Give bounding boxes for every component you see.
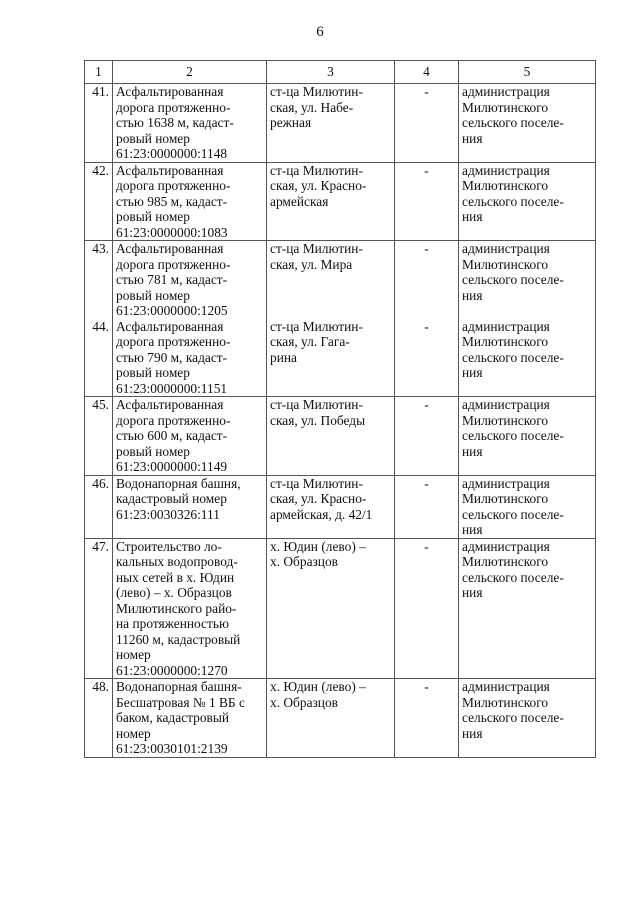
object-description-line: дорога протяженно- (116, 99, 231, 115)
rights-holder-line: администрация (462, 241, 550, 256)
object-description-line: дорога протяженно- (116, 334, 231, 349)
object-address-line: ская, ул. Красно- (270, 178, 367, 193)
object-description-line: ровый номер (116, 287, 190, 303)
object-address-line: ст-ца Милютин- (270, 241, 363, 256)
object-description-line: дорога протяженно- (116, 256, 231, 272)
rights-holder (459, 319, 596, 397)
object-description-line: номер (116, 725, 151, 741)
column-4-value: - (395, 679, 459, 758)
object-description (113, 319, 267, 397)
object-description-line: (лево) – х. Образцов (116, 585, 232, 600)
object-address (267, 679, 395, 758)
column-4-value: - (395, 162, 459, 241)
object-address (267, 241, 395, 319)
column-4-value: - (395, 241, 459, 319)
rights-holder-line: сельского поселе- (462, 272, 564, 287)
rights-holder-line: администрация (462, 318, 550, 334)
object-address-line: ская, ул. Мира (270, 256, 353, 272)
row-number: 42. (85, 162, 113, 241)
row-number: 45. (85, 397, 113, 476)
object-description (113, 84, 267, 163)
table-row (85, 475, 596, 538)
object-description (113, 475, 267, 538)
row-number: 41. (85, 84, 113, 163)
column-4-value: - (395, 397, 459, 476)
object-description-line: Асфальтированная (116, 318, 224, 334)
object-address-line: ская, ул. Гага- (270, 334, 350, 349)
rights-holder-line: сельского поселе- (462, 428, 564, 443)
object-description-line: Асфальтированная (116, 397, 224, 412)
object-address-line: ская, ул. Победы (270, 412, 366, 428)
object-description (113, 241, 267, 319)
rights-holder-line: ния (462, 365, 483, 380)
page-number: 6 (316, 24, 324, 40)
row-number: 47. (85, 538, 113, 679)
object-address-line: рина (270, 349, 297, 365)
rights-holder-line: ния (462, 130, 483, 146)
object-description-line: кадастровый номер (116, 491, 227, 506)
rights-holder (459, 84, 596, 163)
object-description-line: ровый номер (116, 130, 190, 146)
object-description-line: дорога протяженно- (116, 178, 231, 193)
rights-holder-line: Милютинского (462, 412, 549, 428)
object-description-line: стью 781 м, кадаст- (116, 272, 228, 287)
table-header-row (85, 61, 596, 84)
object-address-line: х. Юдин (лево) – (270, 679, 366, 694)
rights-holder (459, 538, 596, 679)
row-number: 44. (85, 319, 113, 397)
object-description-line: дорога протяженно- (116, 412, 231, 428)
object-address (267, 319, 395, 397)
rights-holder-line: администрация (462, 84, 550, 99)
object-description-line: кальных водопровод- (116, 554, 238, 569)
rights-holder-line: администрация (462, 679, 550, 694)
rights-holder-line: ния (462, 443, 483, 459)
object-description-line: ных сетей в х. Юдин (116, 569, 235, 585)
object-description-line: Водонапорная башня- (116, 679, 242, 694)
object-description-line: Асфальтированная (116, 162, 224, 178)
column-4-value: - (395, 319, 459, 397)
rights-holder-line: Милютинского (462, 491, 549, 506)
row-number: 46. (85, 475, 113, 538)
object-description-line: ровый номер (116, 443, 190, 459)
object-address-line: ская, ул. Набе- (270, 99, 354, 115)
object-description-line: Асфальтированная (116, 84, 224, 99)
rights-holder (459, 679, 596, 758)
rights-holder-line: администрация (462, 162, 550, 178)
object-description-line: номер (116, 647, 151, 662)
table-row (85, 679, 596, 758)
rights-holder-line: сельского поселе- (462, 115, 564, 130)
rights-holder (459, 241, 596, 319)
column-4-value: - (395, 538, 459, 679)
rights-holder-line: ния (462, 585, 483, 600)
column-header-1: 1 (85, 61, 113, 84)
rights-holder-line: ния (462, 522, 483, 537)
rights-holder-line: ния (462, 209, 483, 224)
rights-holder-line: Милютинского (462, 99, 549, 115)
table-row (85, 538, 596, 679)
rights-holder (459, 162, 596, 241)
rights-holder-line: ния (462, 725, 483, 741)
object-address-line: ст-ца Милютин- (270, 318, 363, 334)
object-description-line: Строительство ло- (116, 538, 222, 554)
object-address (267, 538, 395, 679)
object-description-line: 61:23:0030101:2139 (116, 741, 228, 756)
object-address-line: режная (270, 115, 312, 130)
object-address-line: х. Образцов (270, 554, 338, 569)
object-address (267, 475, 395, 538)
object-description-line: на протяженностью (116, 616, 229, 631)
rights-holder (459, 475, 596, 538)
rights-holder-line: Милютинского (462, 694, 549, 710)
object-address-line: ст-ца Милютин- (270, 475, 363, 491)
column-4-value: - (395, 84, 459, 163)
object-description-line: 61:23:0030326:111 (116, 506, 220, 522)
table-row (85, 241, 596, 319)
row-number: 48. (85, 679, 113, 758)
object-description-line: 11260 м, кадастровый (116, 631, 241, 647)
rights-holder-line: ния (462, 287, 483, 303)
object-description-line: Асфальтированная (116, 241, 224, 256)
rights-holder-line: сельского поселе- (462, 710, 564, 725)
rights-holder-line: сельского поселе- (462, 193, 564, 209)
object-description-line: Бесшатровая № 1 ВБ с (116, 694, 245, 710)
rights-holder-line: Милютинского (462, 334, 549, 349)
object-description-line: ровый номер (116, 209, 190, 224)
rights-holder-line: администрация (462, 397, 550, 412)
object-address-line: ст-ца Милютин- (270, 84, 363, 99)
object-description (113, 538, 267, 679)
table-row (85, 319, 596, 397)
object-description-line: стью 790 м, кадаст- (116, 349, 228, 365)
column-header-3: 3 (267, 61, 395, 84)
column-header-5: 5 (459, 61, 596, 84)
object-description (113, 162, 267, 241)
column-4-value: - (395, 475, 459, 538)
object-description-line: стью 1638 м, кадаст- (116, 115, 234, 130)
object-description (113, 679, 267, 758)
object-description-line: баком, кадастровый (116, 710, 230, 725)
object-address-line: армейская (270, 193, 329, 209)
object-description (113, 397, 267, 476)
object-address-line: армейская, д. 42/1 (270, 506, 373, 522)
object-address-line: х. Образцов (270, 694, 338, 710)
object-description-line: Водонапорная башня, (116, 475, 241, 491)
rights-holder-line: администрация (462, 538, 550, 554)
object-address-line: ст-ца Милютин- (270, 397, 363, 412)
object-address-line: ст-ца Милютин- (270, 162, 363, 178)
table-row (85, 162, 596, 241)
object-description-line: ровый номер (116, 365, 190, 380)
object-description-line: Милютинского райо- (116, 600, 237, 616)
object-description-line: 61:23:0000000:1083 (116, 224, 228, 240)
object-description-line: 61:23:0000000:1149 (116, 459, 228, 474)
table-row (85, 397, 596, 476)
rights-holder-line: сельского поселе- (462, 506, 564, 522)
object-address (267, 162, 395, 241)
rights-holder-line: сельского поселе- (462, 569, 564, 585)
table-body (85, 84, 596, 758)
object-description-line: 61:23:0000000:1205 (116, 303, 228, 318)
column-header-2: 2 (113, 61, 267, 84)
rights-holder-line: сельского поселе- (462, 349, 564, 365)
object-description-line: 61:23:0000000:1148 (116, 146, 228, 161)
rights-holder (459, 397, 596, 476)
property-registry-table (84, 60, 596, 758)
object-description-line: стью 985 м, кадаст- (116, 193, 228, 209)
object-description-line: стью 600 м, кадаст- (116, 428, 228, 443)
column-header-4: 4 (395, 61, 459, 84)
object-address-line: х. Юдин (лево) – (270, 538, 366, 554)
table-row (85, 84, 596, 163)
object-address (267, 397, 395, 476)
rights-holder-line: Милютинского (462, 554, 549, 569)
object-address (267, 84, 395, 163)
rights-holder-line: администрация (462, 475, 550, 491)
object-description-line: 61:23:0000000:1270 (116, 662, 228, 678)
object-address-line: ская, ул. Красно- (270, 491, 367, 506)
rights-holder-line: Милютинского (462, 178, 549, 193)
object-description-line: 61:23:0000000:1151 (116, 380, 228, 396)
rights-holder-line: Милютинского (462, 256, 549, 272)
row-number: 43. (85, 241, 113, 319)
